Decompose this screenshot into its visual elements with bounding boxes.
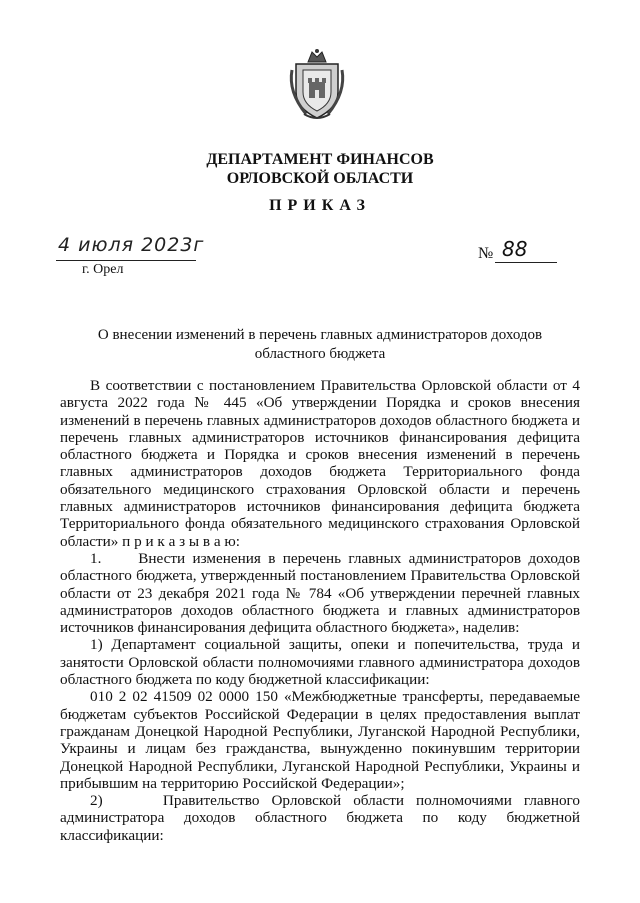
city-label: г. Орел (82, 262, 124, 277)
date-underline (56, 260, 196, 261)
body-paragraph-subitem-2: 2) Правительство Орловской области полномочиями главного администратора доходов областного бюджета по коду бюджетной классификации: (60, 792, 580, 844)
department-title-line2: ОРЛОВСКОЙ ОБЛАСТИ (226, 170, 414, 187)
body-paragraph-item-1: 1. Внести изменения в перечень главных администраторов доходов областного бюджета, утвержденный постановлением Правительства Орловской области от 23 декабря 2021 года № 784 «Об утверждении перечней главных администраторов доходов областного бюджета и главных администраторов источников финансирования дефицита областного бюджета», наделив: (60, 549, 580, 637)
body-paragraph-preamble: В соответствии с постановлением Правительства Орловской области от 4 августа 2022 года № 445 «Об утверждении Порядка и сроков внесения изменений в перечень главных администраторов доходов областного бюджета и перечень главных администраторов источников финансирования дефицита областного бюджета и Порядка и сроков внесения изменений в перечень главных администраторов доходов бюджета Территориального фонда обязательного медицинского страхования Орловской области и перечень главных администраторов источников финансирования дефицита бюджета Территориального фонда обязательного медицинского страхования Орловской области» п р и к а з ы в а ю: (60, 377, 580, 550)
number-underline (495, 262, 557, 263)
document-type-title: ПРИКАЗ (269, 197, 371, 214)
document-body (60, 377, 580, 844)
coat-of-arms-emblem (286, 48, 348, 122)
subject-line1: О внесении изменений в перечень главных администраторов доходов (97, 327, 543, 343)
handwritten-date: 4 июля 2023г (58, 234, 205, 256)
subject-line2: областного бюджета (254, 346, 386, 362)
handwritten-number: 88 (502, 237, 528, 261)
body-paragraph-budget-code: 010 2 02 41509 02 0000 150 «Межбюджетные трансферты, передаваемые бюджетам субъектов Российской Федерации в целях предоставления выплат гражданам Донецкой Народной Республики, Луганской Народной Республики, Украины и лицам без гражданства, вынужденно покинувшим территории Донецкой Народной Республики, Луганской Народной Республики, Украины и прибывшим на территорию Российской Федерации»; (60, 688, 580, 792)
number-label: № (478, 245, 494, 262)
department-title-line1: ДЕПАРТАМЕНТ ФИНАНСОВ (206, 151, 434, 168)
department-title (0, 150, 640, 188)
document-subject (60, 326, 580, 364)
body-paragraph-subitem-1: 1) Департамент социальной защиты, опеки и попечительства, труда и занятости Орловской области полномочиями главного администратора доходов областного бюджета по коду бюджетной классификации: (60, 636, 580, 689)
